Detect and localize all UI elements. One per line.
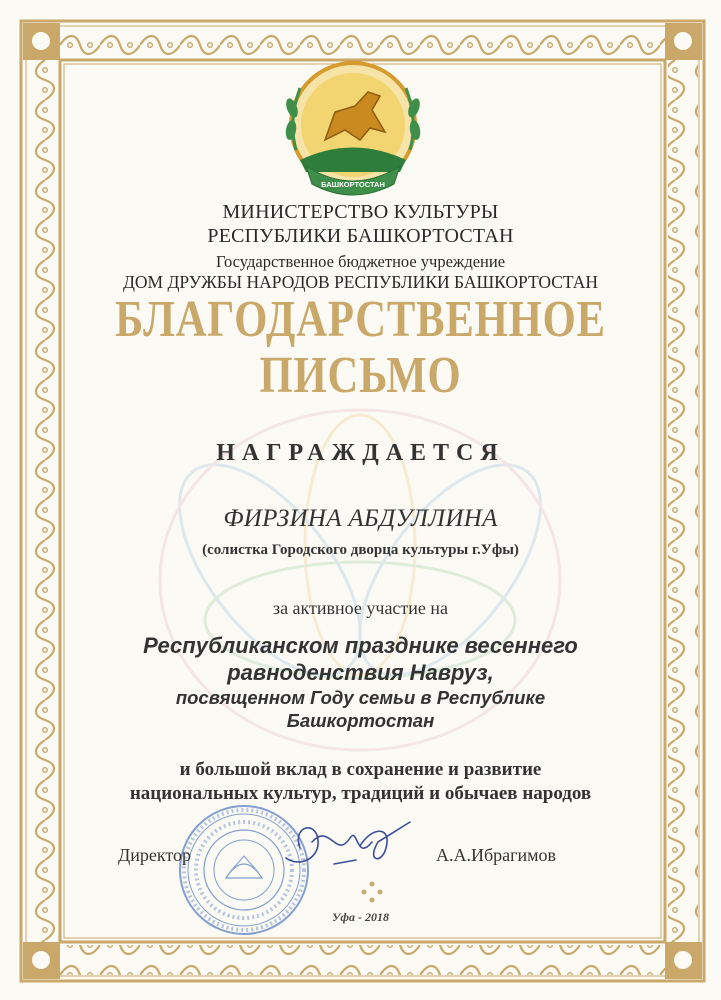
- bashkortostan-emblem: [284, 63, 422, 195]
- ministry-heading: [0, 200, 721, 248]
- title-line-2: ПИСЬМО: [259, 347, 462, 404]
- reason-intro: за активное участие на: [272, 598, 449, 618]
- awarded-heading: НАГРАЖДАЕТСЯ: [216, 440, 505, 466]
- event-line-1: Республиканском празднике весеннего: [143, 633, 578, 658]
- event-line-2: равноденствия Навруз,: [227, 660, 494, 685]
- ministry-line: МИНИСТЕРСТВО КУЛЬТУРЫ: [222, 201, 499, 223]
- contribution-line-2: национальных культур, традиций и обычаев народов: [129, 783, 592, 804]
- republic-line: РЕСПУБЛИКИ БАШКОРТОСТАН: [207, 225, 514, 247]
- contribution-line-1: и большой вклад в сохранение и развитие: [179, 759, 542, 780]
- institution-name: ДОМ ДРУЖБЫ НАРОДОВ РЕСПУБЛИКИ БАШКОРТОСТАН: [122, 272, 599, 292]
- director-title: Директор: [118, 845, 192, 865]
- recipient-role: (солистка Городского дворца культуры г.Уфы): [202, 542, 519, 558]
- event-description: [0, 632, 721, 732]
- director-name: А.А.Ибрагимов: [436, 845, 557, 865]
- event-line-4: Башкортостан: [286, 710, 435, 731]
- institution-type: Государственное бюджетное учреждение: [215, 252, 506, 271]
- contribution-text: [0, 758, 721, 806]
- recipient-name: ФИРЗИНА АБДУЛЛИНА: [223, 505, 498, 532]
- director-signature: [286, 822, 410, 864]
- ornament-dots: [362, 882, 383, 903]
- event-line-3: посвященном Году семьи в Республике: [175, 687, 546, 708]
- emblem-ribbon-text: БАШКОРТОСТАН: [321, 180, 385, 189]
- city-year: Уфа - 2018: [332, 910, 389, 924]
- document-title: [65, 292, 656, 404]
- title-line-1: БЛАГОДАРСТВЕННОЕ: [115, 291, 606, 348]
